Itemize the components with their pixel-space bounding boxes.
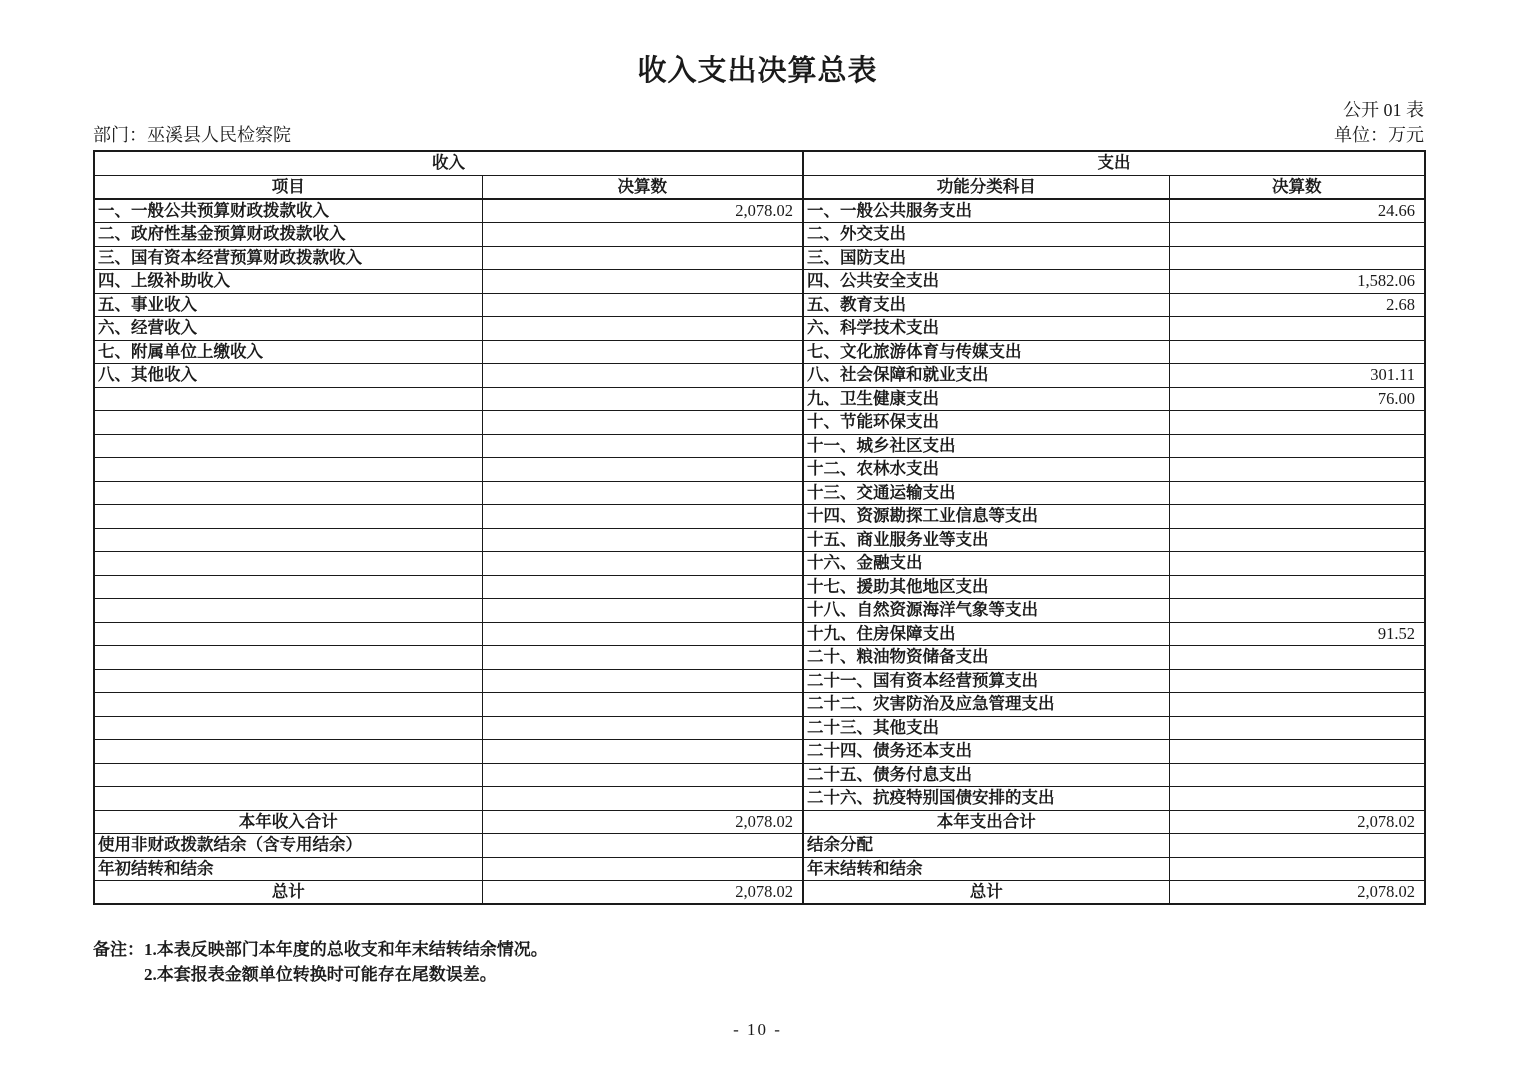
item-cell: 二十二、灾害防治及应急管理支出 [803, 693, 1169, 717]
notes-lines [144, 937, 548, 987]
item-cell: 二十四、债务还本支出 [803, 740, 1169, 764]
table-row [94, 622, 1425, 646]
value-cell [1169, 646, 1425, 670]
value-cell: 24.66 [1169, 199, 1425, 223]
item-cell: 二、政府性基金预算财政拨款收入 [94, 223, 482, 247]
item-cell: 十五、商业服务业等支出 [803, 528, 1169, 552]
value-cell [1169, 552, 1425, 576]
item-cell: 九、卫生健康支出 [803, 387, 1169, 411]
item-cell [94, 716, 482, 740]
notes [93, 937, 1515, 987]
table-row [94, 575, 1425, 599]
table-row [94, 458, 1425, 482]
value-cell: 91.52 [1169, 622, 1425, 646]
income-value-header: 决算数 [482, 175, 803, 199]
value-cell [482, 317, 803, 341]
table-row [94, 599, 1425, 623]
expense-item-header: 功能分类科目 [803, 175, 1169, 199]
table-row [94, 293, 1425, 317]
column-header-row [94, 175, 1425, 199]
value-cell [482, 646, 803, 670]
value-cell [1169, 528, 1425, 552]
table-row [94, 646, 1425, 670]
table-row [94, 810, 1425, 834]
item-cell: 七、附属单位上缴收入 [94, 340, 482, 364]
item-cell: 四、上级补助收入 [94, 270, 482, 294]
table-row [94, 505, 1425, 529]
table-row [94, 340, 1425, 364]
item-cell: 使用非财政拨款结余（含专用结余） [94, 834, 482, 858]
value-cell: 2,078.02 [1169, 810, 1425, 834]
value-cell: 1,582.06 [1169, 270, 1425, 294]
value-cell [1169, 669, 1425, 693]
value-cell [482, 270, 803, 294]
item-cell [94, 575, 482, 599]
income-group-header: 收入 [94, 151, 803, 175]
value-cell [482, 834, 803, 858]
item-cell: 二十一、国有资本经营预算支出 [803, 669, 1169, 693]
value-cell [482, 857, 803, 881]
value-cell [482, 481, 803, 505]
page-number: - 10 - [733, 1020, 782, 1039]
item-cell: 二十、粮油物资储备支出 [803, 646, 1169, 670]
budget-summary-table [93, 150, 1426, 905]
value-cell [1169, 787, 1425, 811]
item-cell: 年初结转和结余 [94, 857, 482, 881]
table-row [94, 740, 1425, 764]
table-row [94, 270, 1425, 294]
table-row [94, 387, 1425, 411]
department-label: 部门：巫溪县人民检察院 [93, 125, 291, 145]
item-cell: 十八、自然资源海洋气象等支出 [803, 599, 1169, 623]
table-row [94, 434, 1425, 458]
item-cell: 五、事业收入 [94, 293, 482, 317]
value-cell [482, 787, 803, 811]
table-row [94, 481, 1425, 505]
value-cell [482, 505, 803, 529]
value-cell [482, 364, 803, 388]
value-cell [1169, 223, 1425, 247]
value-cell: 301.11 [1169, 364, 1425, 388]
table-row [94, 669, 1425, 693]
value-cell [482, 528, 803, 552]
item-cell: 一、一般公共预算财政拨款收入 [94, 199, 482, 223]
value-cell [482, 552, 803, 576]
value-cell [1169, 599, 1425, 623]
item-cell [94, 646, 482, 670]
table-row [94, 317, 1425, 341]
value-cell [482, 763, 803, 787]
item-cell: 十四、资源勘探工业信息等支出 [803, 505, 1169, 529]
value-cell [482, 622, 803, 646]
item-cell [94, 669, 482, 693]
item-cell: 八、社会保障和就业支出 [803, 364, 1169, 388]
value-cell: 2.68 [1169, 293, 1425, 317]
note-line: 1.本表反映部门本年度的总收支和年末结转结余情况。 [144, 940, 548, 959]
value-cell [1169, 317, 1425, 341]
item-cell: 总计 [94, 881, 482, 905]
table-row [94, 199, 1425, 223]
item-cell [94, 481, 482, 505]
value-cell [482, 411, 803, 435]
table-row [94, 528, 1425, 552]
page-title: 收入支出决算总表 [637, 55, 878, 87]
value-cell [1169, 763, 1425, 787]
table-row [94, 246, 1425, 270]
value-cell: 76.00 [1169, 387, 1425, 411]
value-cell: 2,078.02 [482, 881, 803, 905]
value-cell: 2,078.02 [482, 199, 803, 223]
value-cell [482, 575, 803, 599]
notes-label: 备注： [93, 940, 144, 959]
value-cell [1169, 505, 1425, 529]
table-row [94, 552, 1425, 576]
value-cell [1169, 340, 1425, 364]
item-cell: 三、国防支出 [803, 246, 1169, 270]
table-row [94, 716, 1425, 740]
item-cell [94, 411, 482, 435]
table-row [94, 693, 1425, 717]
value-cell [1169, 834, 1425, 858]
unit-label: 单位：万元 [1334, 125, 1424, 145]
item-cell: 本年支出合计 [803, 810, 1169, 834]
item-cell: 十、节能环保支出 [803, 411, 1169, 435]
value-cell [1169, 693, 1425, 717]
value-cell: 2,078.02 [482, 810, 803, 834]
item-cell: 二、外交支出 [803, 223, 1169, 247]
item-cell: 十三、交通运输支出 [803, 481, 1169, 505]
item-cell: 三、国有资本经营预算财政拨款收入 [94, 246, 482, 270]
item-cell: 六、科学技术支出 [803, 317, 1169, 341]
meta-row [93, 123, 1424, 147]
item-cell: 十二、农林水支出 [803, 458, 1169, 482]
table-row [94, 364, 1425, 388]
income-item-header: 项目 [94, 175, 482, 199]
table-body [94, 199, 1425, 904]
item-cell: 六、经营收入 [94, 317, 482, 341]
value-cell [482, 387, 803, 411]
expense-group-header: 支出 [803, 151, 1425, 175]
item-cell [94, 763, 482, 787]
item-cell: 五、教育支出 [803, 293, 1169, 317]
value-cell [482, 223, 803, 247]
table-row [94, 787, 1425, 811]
value-cell [1169, 716, 1425, 740]
value-cell [482, 693, 803, 717]
item-cell [94, 434, 482, 458]
value-cell [1169, 246, 1425, 270]
item-cell: 十七、援助其他地区支出 [803, 575, 1169, 599]
table-row [94, 881, 1425, 905]
item-cell [94, 387, 482, 411]
item-cell: 七、文化旅游体育与传媒支出 [803, 340, 1169, 364]
value-cell [1169, 857, 1425, 881]
item-cell: 十九、住房保障支出 [803, 622, 1169, 646]
note-line: 2.本套报表金额单位转换时可能存在尾数误差。 [144, 965, 497, 984]
item-cell [94, 458, 482, 482]
doc-label: 公开 01 表 [1343, 100, 1424, 120]
item-cell [94, 552, 482, 576]
value-cell [482, 434, 803, 458]
item-cell: 二十六、抗疫特别国债安排的支出 [803, 787, 1169, 811]
value-cell [482, 716, 803, 740]
value-cell [482, 246, 803, 270]
value-cell [1169, 434, 1425, 458]
value-cell: 2,078.02 [1169, 881, 1425, 905]
value-cell [482, 458, 803, 482]
item-cell [94, 505, 482, 529]
expense-value-header: 决算数 [1169, 175, 1425, 199]
item-cell [94, 599, 482, 623]
item-cell: 二十五、债务付息支出 [803, 763, 1169, 787]
table-row [94, 857, 1425, 881]
item-cell: 一、一般公共服务支出 [803, 199, 1169, 223]
item-cell [94, 740, 482, 764]
table-row [94, 834, 1425, 858]
item-cell: 十六、金融支出 [803, 552, 1169, 576]
value-cell [482, 740, 803, 764]
item-cell [94, 787, 482, 811]
value-cell [482, 293, 803, 317]
value-cell [1169, 481, 1425, 505]
item-cell: 本年收入合计 [94, 810, 482, 834]
item-cell: 十一、城乡社区支出 [803, 434, 1169, 458]
table-row [94, 763, 1425, 787]
value-cell [1169, 575, 1425, 599]
value-cell [1169, 458, 1425, 482]
group-header-row [94, 151, 1425, 175]
item-cell: 总计 [803, 881, 1169, 905]
item-cell [94, 693, 482, 717]
value-cell [482, 669, 803, 693]
item-cell: 八、其他收入 [94, 364, 482, 388]
item-cell [94, 528, 482, 552]
table-row [94, 411, 1425, 435]
value-cell [482, 340, 803, 364]
value-cell [1169, 411, 1425, 435]
item-cell [94, 622, 482, 646]
value-cell [482, 599, 803, 623]
item-cell: 二十三、其他支出 [803, 716, 1169, 740]
table-row [94, 223, 1425, 247]
item-cell: 四、公共安全支出 [803, 270, 1169, 294]
value-cell [1169, 740, 1425, 764]
item-cell: 年末结转和结余 [803, 857, 1169, 881]
item-cell: 结余分配 [803, 834, 1169, 858]
